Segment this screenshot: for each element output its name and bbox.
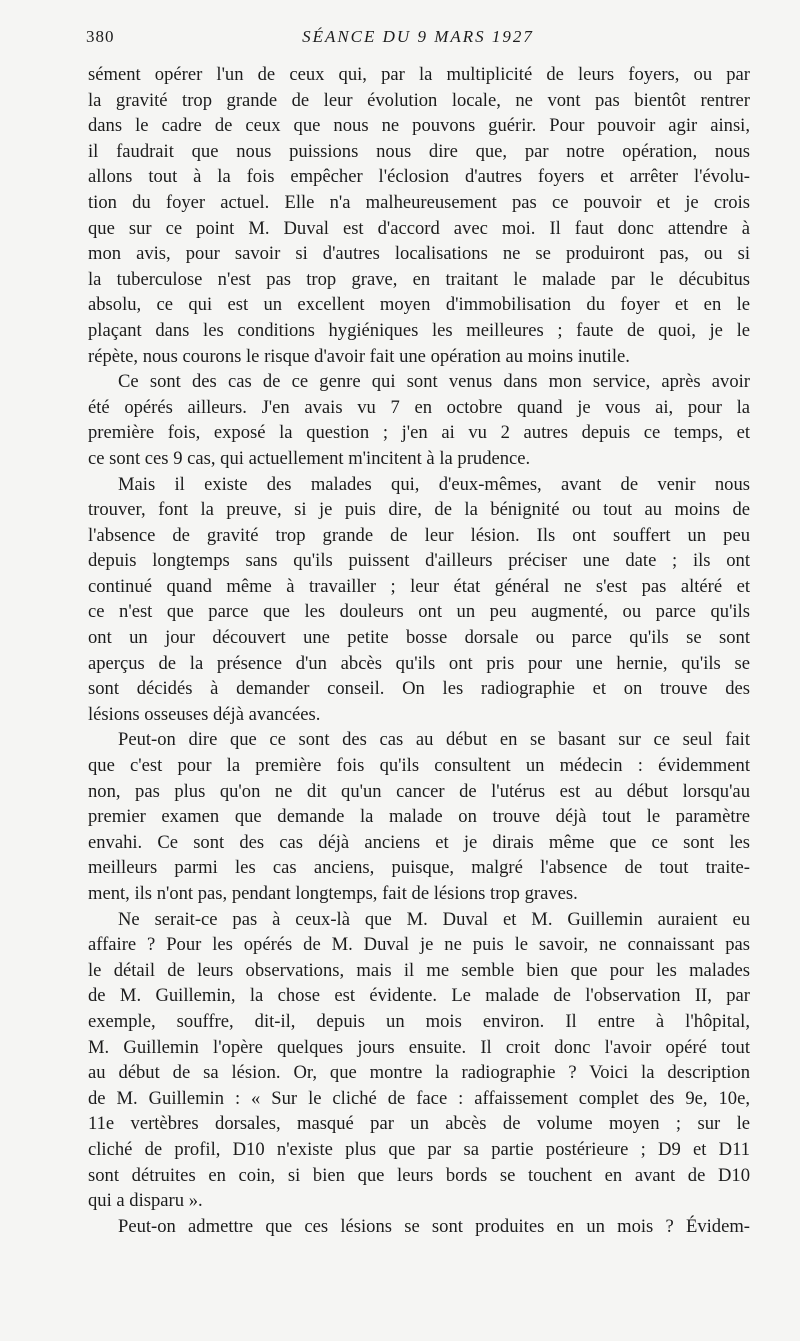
text-line: Peut-on admettre que ces lésions se sont produites en un mois ? Évidem- — [118, 1215, 750, 1237]
text-line: qui a disparu ». — [88, 1190, 203, 1212]
text-line: que sur ce point M. Duval est d'accord avec moi. Il faut donc attendre à — [88, 217, 750, 239]
text-line: non, pas plus qu'on ne dit qu'un cancer de l'utérus est au début lorsqu'au — [88, 780, 750, 802]
text-line: de M. Guillemin : « Sur le cliché de face : affaissement complet des 9e, 10e, — [88, 1087, 750, 1109]
text-line: première fois, exposé la question ; j'en ai vu 2 autres depuis ce temps, et — [88, 422, 750, 444]
text-line: Peut-on dire que ce sont des cas au début en se basant sur ce seul fait — [118, 729, 750, 751]
text-line: que c'est pour la première fois qu'ils consultent un médecin : évidemment — [88, 755, 750, 777]
text-line: trouver, font la preuve, si je puis dire, de la bénignité ou tout au moins de — [88, 499, 750, 521]
text-line: ont un jour découvert une petite bosse dorsale ou parce qu'ils se sont — [88, 627, 750, 649]
text-line: il faudrait que nous puissions nous dire que, par notre opération, nous — [88, 140, 750, 162]
text-line: mon avis, pour savoir si d'autres localisations ne se produiront pas, ou si — [88, 243, 750, 265]
page-number: 380 — [86, 27, 115, 46]
text-line: ce n'est que parce que les douleurs ont un peu augmenté, ou parce qu'ils — [88, 601, 750, 623]
text-line: sément opérer l'un de ceux qui, par la multiplicité de leurs foyers, ou par — [88, 64, 750, 85]
text-line: sont détruites en coin, si bien que leurs bords se touchent en avant de D10 — [88, 1164, 750, 1186]
text-line: Ce sont des cas de ce genre qui sont venus dans mon service, après avoir — [118, 371, 750, 393]
text-line: ce sont ces 9 cas, qui actuellement m'incitent à la prudence. — [88, 447, 531, 469]
text-line: meilleurs parmi les cas anciens, puisque, malgré l'absence de tout traite- — [88, 857, 750, 879]
running-title: SÉANCE DU 9 MARS 1927 — [302, 27, 534, 46]
text-line: exemple, souffre, dit-il, depuis un mois environ. Il entre à l'hôpital, — [88, 1010, 750, 1032]
text-line: Ne serait-ce pas à ceux-là que M. Duval et M. Guillemin auraient eu — [118, 908, 750, 930]
text-line: l'absence de gravité trop grande de leur lésion. Ils ont souffert un peu — [88, 524, 750, 546]
text-line: Mais il existe des malades qui, d'eux-mêmes, avant de venir nous — [118, 473, 750, 495]
text-line: envahi. Ce sont des cas déjà anciens et je dirais même que ce sont les — [88, 831, 750, 853]
text-line: ment, ils n'ont pas, pendant longtemps, fait de lésions trop graves. — [88, 883, 578, 904]
text-line: plaçant dans les conditions hygiéniques les meilleures ; faute de quoi, je le — [88, 319, 750, 341]
text-line: la tuberculose n'est pas trop grave, en traitant le malade par le décubitus — [88, 268, 750, 290]
text-line: continué quand même à travailler ; leur état général ne s'est pas altéré et — [88, 575, 750, 597]
text-line: tion du foyer actuel. Elle n'a malheureusement pas ce pouvoir et je crois — [88, 191, 750, 213]
text-line: de M. Guillemin, la chose est évidente. Le malade de l'observation II, par — [88, 985, 750, 1007]
text-line: la gravité trop grande de leur évolution locale, ne vont pas bientôt rentrer — [88, 89, 750, 111]
text-line: absolu, ce qui est un excellent moyen d'immobilisation du foyer et en le — [88, 294, 750, 316]
text-line: 11e vertèbres dorsales, masqué par un abcès de volume moyen ; sur le — [88, 1113, 750, 1135]
text-line: sont décidés à demander conseil. On les radiographie et on trouve des — [88, 678, 750, 700]
text-line: été opérés ailleurs. J'en avais vu 7 en octobre quand je vous ai, pour la — [88, 396, 750, 418]
text-line: lésions osseuses déjà avancées. — [88, 703, 321, 725]
text-line: dans le cadre de ceux que nous ne pouvons guérir. Pour pouvoir agir ainsi, — [88, 115, 750, 137]
text-line: le détail de leurs observations, mais il me semble bien que pour les malades — [88, 959, 750, 981]
page-header — [86, 27, 750, 55]
text-line: premier examen que demande la malade on trouve déjà tout le paramètre — [88, 806, 750, 828]
text-line: depuis longtemps sans qu'ils puissent d'ailleurs préciser une date ; ils ont — [88, 550, 750, 572]
text-line: aperçus de la présence d'un abcès qu'ils ont pris pour une hernie, qu'ils se — [88, 652, 750, 674]
text-line: affaire ? Pour les opérés de M. Duval je ne puis le savoir, ne connaissant pas — [88, 934, 750, 956]
text-line: allons tout à la fois empêcher l'éclosion d'autres foyers et arrêter l'évolu- — [88, 166, 750, 188]
text-line: cliché de profil, D10 n'existe plus que par sa partie postérieure ; D9 et D11 — [88, 1138, 750, 1160]
body-text — [88, 62, 750, 1239]
text-line: M. Guillemin l'opère quelques jours ensuite. Il croit donc l'avoir opéré tout — [88, 1036, 750, 1058]
text-line: répète, nous courons le risque d'avoir fait une opération au moins inutile. — [88, 345, 630, 367]
text-line: au début de sa lésion. Or, que montre la radiographie ? Voici la description — [88, 1062, 750, 1084]
